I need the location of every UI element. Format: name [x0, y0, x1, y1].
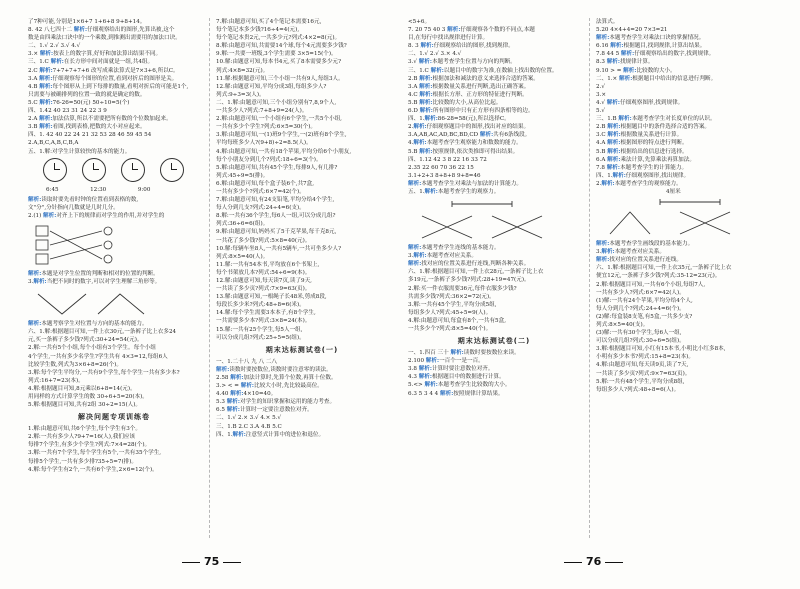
- answer-line: 2.A 解析:加法估算,所以不需要把所有数的个位数加起来。: [28, 116, 172, 123]
- clock-icon: [82, 158, 106, 182]
- answer-line: 4.A 解析:根据图形的特点进行判断。: [596, 140, 688, 147]
- right-col1-block-a: [408, 18, 580, 156]
- answer-line: 8. 3 解析:仔细观察给出的图形,找到规律。: [408, 43, 514, 50]
- answer-line: 用同样的方式计算学生的数 30÷6+5=20(本)。: [28, 394, 148, 400]
- left-col2-block-b: [216, 358, 388, 439]
- answer-line: 12.解:由题意可知,每天读7页,读了9天,: [216, 278, 312, 284]
- answer-line: 每人分到几支?列式:24÷4=6(支)。: [216, 205, 305, 212]
- answer-line: 8.解:一共有36个学生,每6人一组,可以分成几组?: [216, 213, 336, 220]
- answer-line: 解析:本题考查学生画线段的基本能力。: [596, 241, 694, 248]
- left-col2-block-a: [216, 18, 388, 342]
- answer-line: 9.解:由题意可知,妈妈买了5千克苹果,每千克8元,: [216, 229, 337, 236]
- answer-line: 13.解:由题意可知,一根绳子长48米,剪成8段,: [216, 294, 327, 301]
- answer-line: 多19元,一条裤子多少钱?列式:28+19=47(元)。: [408, 277, 530, 284]
- answer-line: 5.B 解析:比较数的大小,从高位比起。: [408, 99, 502, 106]
- answer-line: 四、1.解析:仔细观察图形,找出规律。: [596, 172, 690, 179]
- answer-line: 4.40 解析:4×10=40。: [216, 391, 277, 398]
- answer-line: 五、1.解:对学生计算较快的基本的能力。: [28, 148, 131, 155]
- answer-line: 1.解:由题意可知,共6个学生,每个学生有3个。: [28, 426, 141, 433]
- answer-line: 6.D 解析:所有图形中只有正方形有四条相等的边。: [408, 108, 534, 115]
- left-col1-block-d: [28, 320, 200, 409]
- clock-label: 12:30: [90, 186, 107, 193]
- answer-line: 6.16 解析:根据题目,找到规律,计算出结果。: [596, 43, 706, 50]
- answer-line: 4.解:根据题目可知,8元乘以6+8=14(元)。: [28, 385, 136, 392]
- left-column-1: [28, 18, 200, 538]
- answer-line: 小明有多少本书?列式:15+8=23(本)。: [596, 354, 694, 361]
- answer-line: 7.解:由题意可知,有24支铅笔,平均分给4个学生,: [216, 197, 335, 204]
- right-col2-block-a: [596, 18, 768, 188]
- answer-line: 2.35 22 60 70 36 22 15: [408, 164, 474, 171]
- answer-line: <5+6。: [408, 19, 431, 25]
- answer-line: 解析:本题是对学生位置的判断和相对的位置的判断。: [28, 270, 159, 277]
- page-number: 75: [178, 555, 245, 568]
- answer-line: 三、1.B 解析:本题考查学生对长度单位的认识。: [596, 116, 716, 123]
- answer-line: 4.解:每个学生有2个,一共有6个学生,2×6=12(个)。: [28, 466, 158, 473]
- answer-line: 一、1.四百 三十 解析:读数时要按数位来读。: [408, 350, 520, 357]
- section-heading: 期末达标测试卷(一): [265, 345, 339, 354]
- answer-line: 8.解:由题意可知,共需要14个球,每个4元需要多少钱?: [216, 43, 347, 50]
- answer-line: 二、1.√ 2.√ 3.× 4.√: [408, 51, 462, 58]
- answer-line: 每个笔记本贵2元,一共多少元?列式:4×2=8(元)。: [216, 35, 341, 42]
- answer-line: 10.解:由题意可知,每本书4元,买了8本需要多少元?: [216, 59, 342, 66]
- answer-line: 每组多少人?列式:45÷5=9(人)。: [408, 309, 492, 316]
- answer-line: 比较学生数,列式为3×6+8=26(个)。: [28, 361, 122, 368]
- answer-line: 解析:找对应的位置关系进行连线,判断各种关系。: [408, 261, 530, 268]
- answer-line: 3.解:由题意可知,一(1)班9个学生,一(2)班有8个学生,: [216, 132, 347, 139]
- answer-line: 六、1.解:根据题目可知,一件上衣30元,一条裤子比上衣多24: [28, 329, 177, 336]
- answer-line: 一共多少个?列式:8×5=40(个)。: [408, 326, 492, 332]
- answer-line: 3.解析:当把不同时的数字,可以对学生理解三角形等。: [28, 279, 161, 286]
- answer-line: 列式:8×5=40(支)。: [596, 322, 649, 328]
- answer-line: 每段长多少米?列式:48÷8=6(米)。: [216, 302, 305, 309]
- answer-line: 2.解:一共有5个小组,每个小组有3个学生。每个小组: [28, 345, 156, 352]
- answer-line: 一、1.二十八 九 八 二八: [216, 358, 278, 365]
- right-page: [408, 18, 768, 570]
- answer-line: 4.解:由题意可知,每天读9页,读了7天,: [596, 362, 689, 369]
- answer-line: 6.A 解析:乘法计算,先算乘法再算加法。: [596, 156, 695, 163]
- left-col1-block-b: [28, 196, 200, 220]
- left-page: [28, 18, 388, 570]
- answer-line: 共需多少钱?列式:36×2=72(元)。: [408, 293, 495, 300]
- answer-line: 可以分成几组?列式:25÷5=5(组)。: [216, 334, 305, 341]
- answer-line: 了7种可能,分别是1×6+7 1+6+8 9+8+14。: [28, 19, 146, 25]
- answer-line: 8.3 解析:找规律计算。: [596, 59, 654, 66]
- answer-line: 三、1.B 2.C 3.A 4.B 5.C: [216, 423, 282, 430]
- answer-line: 一共有多少人?列式:6×7=42(人)。: [596, 289, 685, 296]
- answer-line: 3.1+2+3 8+8+8 9+8=46: [408, 172, 481, 179]
- answer-line: 4.√ 解析:仔细观察图形,找到规律。: [596, 99, 684, 106]
- section-heading: 解决问题专项训练卷: [78, 413, 150, 422]
- answer-line: 六、1.解:根据题目可知,一件上衣35元,一条裤子比上衣: [596, 265, 732, 272]
- answer-line: 3.×: [596, 91, 607, 98]
- answer-line: 只需要与被确排列的位置一致的就是确定的数。: [28, 91, 146, 98]
- answer-line: 二、1.解:由题意可知,三个小组分别有7,8,9个人,: [216, 99, 337, 106]
- answer-line: 2.√: [596, 83, 605, 90]
- answer-line: 10.解:每辆车坐8人,一共有5辆车,一共可坐多少人?: [216, 245, 342, 252]
- answer-line: 每个笔记本多少钱?16÷4=4(元),: [216, 27, 300, 34]
- answer-line: 2.B 解析:根据题目中的条件选择合适的答案。: [596, 124, 711, 131]
- right-col1-block-d: [408, 349, 580, 398]
- answer-line: 一共有多少个?列式:6×7=42(个)。: [216, 188, 305, 195]
- answer-line: 四、1.解析:86-28=58(元),所以选择C。: [408, 116, 510, 123]
- answer-line: 3.A,AB,AC,AD,BC,BD,CD 解析:共有6条线段。: [408, 132, 531, 139]
- answer-line: 4.3 解析:根据题目中的数据进行计算。: [408, 374, 505, 381]
- answer-line: 数是由四乘法口诀中的一个乘数,到推测出需要用的加法口诀。: [28, 35, 181, 42]
- answer-line: 2.58 解析:加法计算时,先算个位数,再算十位数。: [216, 374, 337, 381]
- answer-line: (1)解:一共有24个苹果,平均分给4个人,: [596, 297, 693, 304]
- answer-line: 5.解:由题意可知,共有45个学生,每排9人,有几排?: [216, 164, 338, 171]
- answer-line: 2.解:由题意可知,一个小组有6个学生,一共5个小组,: [216, 116, 342, 123]
- answer-line: 5.<> 解析:本题考查学生比较数的大小。: [408, 382, 511, 389]
- answer-line: 每排5个学生,一共有多少排?35÷5=7(排)。: [28, 458, 138, 465]
- answer-line: 文"分",分针指向几数就是几时几分。: [28, 204, 119, 211]
- answer-line: 列式:36÷6=6(组)。: [216, 221, 269, 228]
- right-col2-block-b: [596, 240, 768, 394]
- answer-line: 解析:读数时要按数位,读数时要注意零的读法。: [216, 366, 332, 373]
- answer-line: 平均每班多少人?(9+8)÷2=8.5(人)。: [216, 140, 312, 147]
- answer-line: 5.3 解析:对学生的知识掌握和运用的能力考查。: [216, 399, 336, 406]
- answer-line: 5.B 解析:根据给出的信息进行选择。: [596, 148, 688, 155]
- answer-line: 4.解:由题意可知,每盒有8个,一共有5盒,: [408, 317, 506, 324]
- left-col1-block-c: [28, 270, 200, 286]
- answer-line: 2.解:根据题目可知,一共有6个小组,每组7人,: [596, 281, 706, 288]
- answer-line: 四、1.解析:注意竖式计算中的进位和退位。: [216, 431, 325, 438]
- answer-line: 3.解析:本题考查对应关系。: [408, 253, 477, 260]
- answer-line: 一共读了多少页?列式:9×7=63(页)。: [596, 370, 691, 377]
- answer-line: 列式:4×8=32(元)。: [216, 67, 269, 74]
- right-col1-block-c: [408, 244, 580, 333]
- column-divider: [589, 18, 590, 538]
- answer-line: 一共有多少个学生?列式:6×5=30(个)。: [216, 124, 316, 131]
- section-heading: 期末达标测试卷(二): [457, 337, 531, 346]
- answer-line: 3.A 解析:仔细观察每个图形的位置,看到对折后的图形是关。: [28, 75, 178, 82]
- answer-line: 每人分到几个?列式:24÷4=6(个)。: [596, 305, 685, 312]
- answer-line: 目,在每行中找出规律进行计算。: [408, 35, 489, 42]
- answer-line: 3.解:一共有7个学生,每个学生有5个,一共有35个学生,: [28, 450, 162, 457]
- answer-line: 3.> < = 解析:比较大小时,先比较最高位。: [216, 383, 323, 390]
- answer-line: 元,买一条裤子多少钱?列式:30+24=54(元)。: [28, 337, 143, 344]
- answer-line: 每组多少人?列式:48÷8=6(人)。: [596, 386, 680, 393]
- answer-line: 3.A 解析:根据数量关系进行判断,选出正确答案。: [408, 83, 530, 90]
- answer-line: 4.B 解析:每个图形从上到下每排的数量,看明对折后的可能是1个,: [28, 83, 189, 90]
- answer-line: 一共花了多少钱?列式:5×8=40(元)。: [216, 237, 311, 244]
- clock-label: 6:45: [46, 186, 59, 193]
- line-segment-figure: [32, 288, 152, 318]
- answer-line: 7.解:由题意可知,买了4个笔记本需要16元,: [216, 19, 322, 25]
- page-number: 76: [560, 555, 627, 568]
- right-col1-block-b: [408, 156, 580, 196]
- left-col1-block-a: [28, 18, 200, 156]
- answer-line: 4.解析:本题考查学生观察能力和数数的能力。: [408, 140, 522, 147]
- answer-line: 2.解:一共有多少人?9+7=16(人),我们应该: [28, 434, 136, 441]
- answer-line: 一共多少人?列式:7+8+9=24(人)。: [216, 108, 308, 115]
- answer-line: 3.C 解析:根据数量关系进行计算。: [596, 132, 683, 139]
- answer-line: 2.解析:仔细观察题目中的图形,找出对应的结果。: [408, 124, 530, 131]
- answer-line: 5.B 解析:按照规律,依次类推即可得出结果。: [408, 148, 519, 155]
- answer-line: 7.8 解析:本题考查学生的计算能力。: [596, 164, 688, 171]
- column-divider: [209, 18, 210, 538]
- clock-icon: [43, 158, 67, 182]
- answer-line: 6.解:由题意可知,每个盒子装6个,共7盒,: [216, 180, 314, 187]
- answer-line: 法算式。: [596, 19, 619, 25]
- answer-line: 2.解:买一件衣服需要36元,每件衣服多少钱?: [408, 285, 517, 292]
- answer-line: 二、1.√ 2.× 3.√ 4.× 5.√: [216, 415, 282, 422]
- answer-line: 5.20 4×4+4=20 7×3=21: [596, 27, 668, 34]
- answer-line: 解析:本题考查学生对乘法与加法的计算能力。: [408, 180, 522, 187]
- answer-line: 2.B 解析:根据加法和减法的意义来选择合适的答案。: [408, 75, 539, 82]
- answer-line: 3.× 解析:按表上的数字算,好好和加法算出结果不同。: [28, 51, 162, 58]
- answer-line: 六、1.解:根据题目可知,一件上衣28元,一条裤子比上衣: [408, 269, 544, 276]
- answer-line: 列式:9÷3=3(人)。: [216, 91, 265, 98]
- clock-icon: [121, 158, 145, 182]
- answer-line: 解析:读取时要先看时钟的位置看到表格的数,: [28, 196, 139, 203]
- answer-line: 便宜12元,一条裤子多少钱?列式:35-12=23(元)。: [596, 273, 721, 280]
- answer-line: 5.C 解析:76-26=50(元) 50÷10=5(个): [28, 99, 130, 106]
- answer-line: 4个学生,一共有多少名学生?学生共有 4×3=12,每组6人: [28, 353, 168, 360]
- answer-line: 3.8 解析:计算时要注意数位对齐。: [408, 366, 494, 373]
- answer-line: 6.3 5 3 4 4 解析:按照规律计算结果。: [408, 390, 504, 397]
- answer-line: 解析:本题考查学生连线的基本能力。: [408, 245, 500, 252]
- answer-line: 2.A,B,C,A,B,C,B,A: [28, 140, 79, 147]
- left-column-2: [216, 18, 388, 538]
- answer-line: 3.解析:本题考查对应关系。: [596, 249, 665, 256]
- answer-line: 列式:45÷9=5(排)。: [216, 172, 269, 179]
- answer-line: 5.解:一共有48个学生,平均分成8组,: [596, 378, 685, 385]
- answer-line: 二、1.× 解析:根据题目中给出的信息进行判断。: [596, 75, 717, 82]
- line-segment-figure: [600, 198, 740, 238]
- answer-line: 解析:本题考察学生对位置与方向的基本的能力。: [28, 321, 148, 328]
- answer-line: 每个小朋友分到几个?列式:18÷6=3(个)。: [216, 156, 322, 163]
- answer-line: 12.解:由题意可知,平均分成3组,每组多少人?: [216, 83, 327, 90]
- answer-line: 三、1.C 解析:以题目中的数字为准,在数轴上找出数的位置。: [408, 67, 558, 74]
- answer-line: 每个书架放几本?列式:54÷6=9(本)。: [216, 269, 311, 276]
- answer-line: 3.√ 解析:本题考查学生位置与方向的判断。: [408, 59, 516, 66]
- answer-line: (2)解:每盒装8支笔,有5盒,一共多少支?: [596, 313, 693, 320]
- answer-line: 可以分成几组?列式:30÷6=5(组)。: [596, 338, 685, 345]
- clock-figure: [38, 158, 200, 194]
- answer-line: 5.解:根据题目可知,共有2组 30÷2=15(人)。: [28, 402, 141, 409]
- figure-label: 4厘米: [666, 188, 681, 195]
- answer-line: 四、1.12 42 3 8 22 16 33 72: [408, 156, 487, 163]
- answer-line: 11.解:一共有54本书,平均放在6个书架上,: [216, 261, 320, 268]
- matching-figure: [32, 222, 152, 268]
- answer-line: 一共需要多少本?列式:3×8=24(本)。: [216, 318, 311, 325]
- answer-line: 2.(1) 解析:对齐上下的规律而对学生的作用,并对学生的: [28, 212, 165, 219]
- left-col1-block-e: [28, 425, 200, 474]
- answer-line: 6.5 解析:计算时一定要注意数位对齐。: [216, 407, 313, 414]
- answer-line: 4.解:由题意可知,一共有18个苹果,平均分给6个小朋友,: [216, 148, 352, 155]
- answer-line: 3.解:每个学生平均分,一共有9个学生,每个学生一共有多少本?: [28, 369, 180, 376]
- answer-line: 3.解:根据题目可知,小红有15本书,小明比小红多8本,: [596, 346, 726, 353]
- right-column-2: [596, 18, 768, 538]
- answer-line: 5.√: [596, 108, 605, 115]
- answer-line: 15.解:一共有25个学生,每5人一组,: [216, 326, 303, 333]
- answer-line: 3.解:一共有45个学生,平均分成5组,: [408, 301, 497, 308]
- answer-line: 9.10 > = 解析:比较数的大小。: [596, 67, 676, 74]
- answer-line: 9.解:一共要一班级,3个学生需要 3×5=15(个)。: [216, 51, 337, 58]
- answer-line: 四、1. 42 40 22 24 21 32 53 28 46 59 45 54: [28, 132, 152, 139]
- answer-line: 7. 20 75 40 3 解析:仔细观察各个数的不同点,本题: [408, 27, 535, 34]
- answer-line: 2.解析:本题考查学生的观察能力。: [596, 180, 682, 187]
- answer-line: 每排7个学生,有多少个学生?列式:7×4=28(个)。: [28, 442, 151, 449]
- answer-line: 3.B 解析:看图,找到表格,把数的大小对应起来。: [28, 124, 146, 131]
- answer-line: 2.C 解析:7+7+7+7+6 改写成乘法算式是7×3+6,所以C。: [28, 67, 179, 74]
- answer-line: 二、1.√ 2.√ 3.√ 4.√: [28, 43, 81, 50]
- answer-line: 11.解:根据题意可知,三个小组一共有9人,每组3人。: [216, 75, 344, 82]
- answer-line: 一共读了多少页?列式:7×9=63(页)。: [216, 286, 311, 293]
- answer-line: 2.100 解析:一百个一是一百。: [408, 358, 484, 365]
- answer-line: 五、1.解析:本题考查学生的观察力。: [408, 188, 500, 195]
- answer-line: 7.8 44 5 解析:仔细观察给出的数字,找到规律。: [596, 51, 715, 58]
- answer-line: 四、1.42 40 23 31 24 22 3 9: [28, 108, 107, 115]
- answer-line: 解析:找对应的位置关系进行连线。: [596, 257, 682, 264]
- answer-line: 4.C 解析:根据长方形、正方形的特征进行判断。: [408, 91, 528, 98]
- answer-line: (3)解:一共有30个学生,每6人一组,: [596, 330, 682, 337]
- answer-line: 列式:16+7=23(本)。: [28, 377, 84, 384]
- answer-line: 三、1.C 解析:在长方形中间对面就是一组,共4组。: [28, 59, 154, 66]
- answer-line: 14.解:每个学生需要3本本子,有8个学生,: [216, 310, 316, 317]
- clock-label: 9:00: [137, 186, 151, 193]
- answer-line: 解析:本题考查学生对乘法口诀的掌握情况。: [596, 35, 705, 42]
- answer-line: 列式:8×5=40(人)。: [216, 253, 269, 260]
- right-column-1: [408, 18, 580, 538]
- answer-line: 8. 42 八七四十二 解析:仔细观察给出的图形,先算出被,这个: [28, 27, 175, 34]
- clock-icon: [160, 158, 184, 182]
